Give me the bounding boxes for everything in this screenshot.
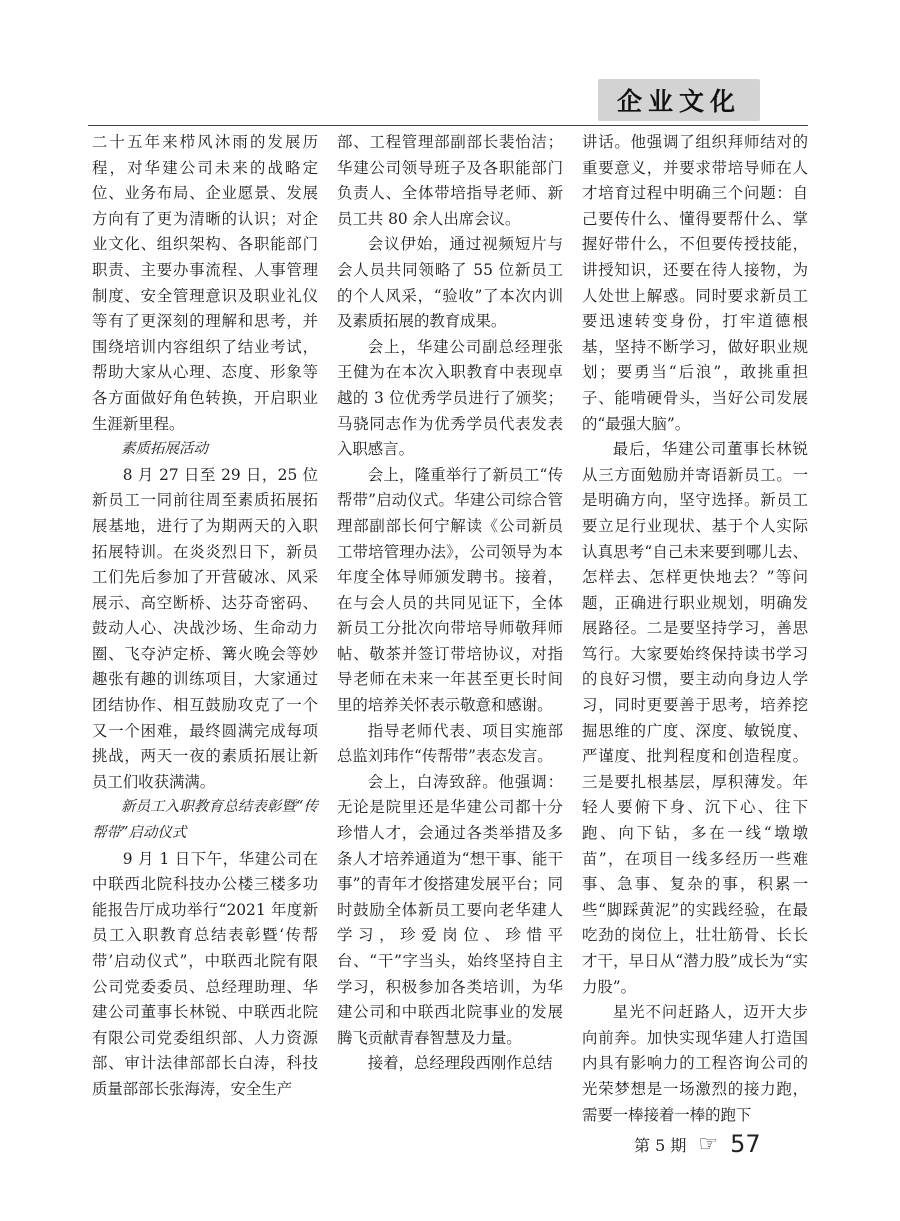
page-number: 57 xyxy=(730,1130,761,1158)
article-column-1 xyxy=(92,130,318,1103)
paragraph: 9 月 1 日下午，华建公司在中联西北院科技办公楼三楼多功能报告厅成功举行“2021 年度新员工入职教育总结表彰暨‘传帮带’启动仪式”，中联西北院有限公司党委委员、总经理助理、华建公司董事长林锐、中联西北院有限公司党委组织部、人力资源部、审计法律部部长白涛，科技质量部部长张海涛，安全生产 xyxy=(92,849,318,1098)
paragraph: 会上，白涛致辞。他强调：无论是院里还是华建公司都十分珍惜人才，会通过各类举措及多条人才培养通道为“想干事、能干事”的青年才俊搭建发展平台；同时鼓励全体新员工要向老华建人学习，珍爱岗位、珍惜平台、“干”字当头，始终坚持自主学习，积极参加各类培训，为华建公司和中联西北院事业的发展腾飞贡献青春智慧及力量。 xyxy=(337,772,563,1047)
article-column-3 xyxy=(582,130,808,1128)
issue-label: 第 5 期 xyxy=(634,1135,687,1155)
paragraph: 星光不问赶路人，迈开大步向前奔。加快实现华建人打造国内具有影响力的工程咨询公司的光荣梦想是一场激烈的接力跑，需要一棒接着一棒的跑下 xyxy=(582,1003,808,1124)
paragraph: 部、工程管理部副部长裴怡洁；华建公司领导班子及各职能部门负责人、全体带培指导老师、新员工共 80 余人出席会议。 xyxy=(337,133,563,228)
paragraph: 会上，华建公司副总经理张王健为在本次入职教育中表现卓越的 3 位优秀学员进行了颁奖；马骁同志作为优秀学员代表发表入职感言。 xyxy=(337,337,563,459)
subheading: 新员工入职教育总结表彰暨“传帮带”启动仪式 xyxy=(92,799,318,842)
paragraph: 最后，华建公司董事长林锐从三方面勉励并寄语新员工。一是明确方向，坚守选择。新员工要立足行业现状、基于个人实际认真思考“自己未来要到哪儿去、怎样去、怎样更快地去？”等问题，正确进行职业规划，明确发展路径。二是要坚持学习，善思笃行。大家要始终保持读书学习的良好习惯，要主动向身边人学习，同时更要善于思考，培养挖掘思维的广度、深度、敏锐度、严谨度、批判程度和创造程度。三是要扎根基层，厚积薄发。年轻人要俯下身、沉下心、往下跑、向下钻，多在一线“墩墩苗”，在项目一线多经历一些难事、急事、复杂的事，积累一些“脚踩黄泥”的实践经验，在最吃劲的岗位上，壮壮筋骨、长长才干，早日从“潜力股”成长为“实力股”。 xyxy=(582,440,808,996)
paragraph: 会议伊始，通过视频短片与会人员共同领略了 55 位新员工的个人风采，“验收”了本次内训及素质拓展的教育成果。 xyxy=(337,235,563,331)
paragraph: 讲话。他强调了组织拜师结对的重要意义，并要求带培导师在人才培育过程中明确三个问题：自己要传什么、懂得要帮什么、掌握好带什么，不但要传授技能，讲授知识，还要在待人接物，为人处世上解惑。同时要求新员工要迅速转变身份，打牢道德根基，坚持不断学习，做好职业规划；要勇当“后浪”，敢挑重担子、能啃硬骨头，当好公司发展的“最强大脑”。 xyxy=(582,133,808,433)
header-rule xyxy=(88,125,808,126)
paragraph: 会上，隆重举行了新员工“传帮带”启动仪式。华建公司综合管理部副部长何宁解读《公司新员工带培管理办法》，公司领导为本年度全体导师颁发聘书。接着，在与会人员的共同见证下，全体新员工分批次向带培导师敬拜师帖、敬茶并签订带培协议，对指导老师在未来一年甚至更长时间里的培养关怀表示敬意和感谢。 xyxy=(337,465,563,715)
section-title: 企业文化 xyxy=(616,87,741,116)
section-header xyxy=(598,79,760,121)
article-column-2 xyxy=(337,130,563,1077)
paragraph: 二十五年来栉风沐雨的发展历程，对华建公司未来的战略定位、业务布局、企业愿景、发展方向有了更为清晰的认识；对企业文化、组织架构、各职能部门职责、主要办事流程、人事管理制度、安全管理意识及职业礼仪等有了更深刻的理解和思考，并围绕培训内容组织了结业考试，帮助大家从心理、态度、形象等各方面做好角色转换，开启职业生涯新里程。 xyxy=(92,133,318,433)
paragraph: 接着，总经理段西刚作总结 xyxy=(367,1054,553,1073)
pointing-hand-icon: ☞ xyxy=(698,1131,719,1157)
subheading: 素质拓展活动 xyxy=(121,441,208,458)
paragraph: 8 月 27 日至 29 日，25 位新员工一同前往周至素质拓展拓展基地，进行了为期两天的入职拓展特训。在炎炎烈日下，新员工们先后参加了开营破冰、风采展示、高空断桥、达芬奇密码、鼓动人心、决战沙场、生命动力圈、飞夺泸定桥、篝火晚会等妙趣张有趣的训练项目，大家通过团结协作、相互鼓励攻克了一个又一个困难，最终圆满完成每项挑战，两天一夜的素质拓展让新员工们收获满满。 xyxy=(92,465,318,791)
page-footer xyxy=(634,1128,761,1160)
paragraph: 指导老师代表、项目实施部总监刘玮作“传帮带”表态发言。 xyxy=(337,721,563,766)
